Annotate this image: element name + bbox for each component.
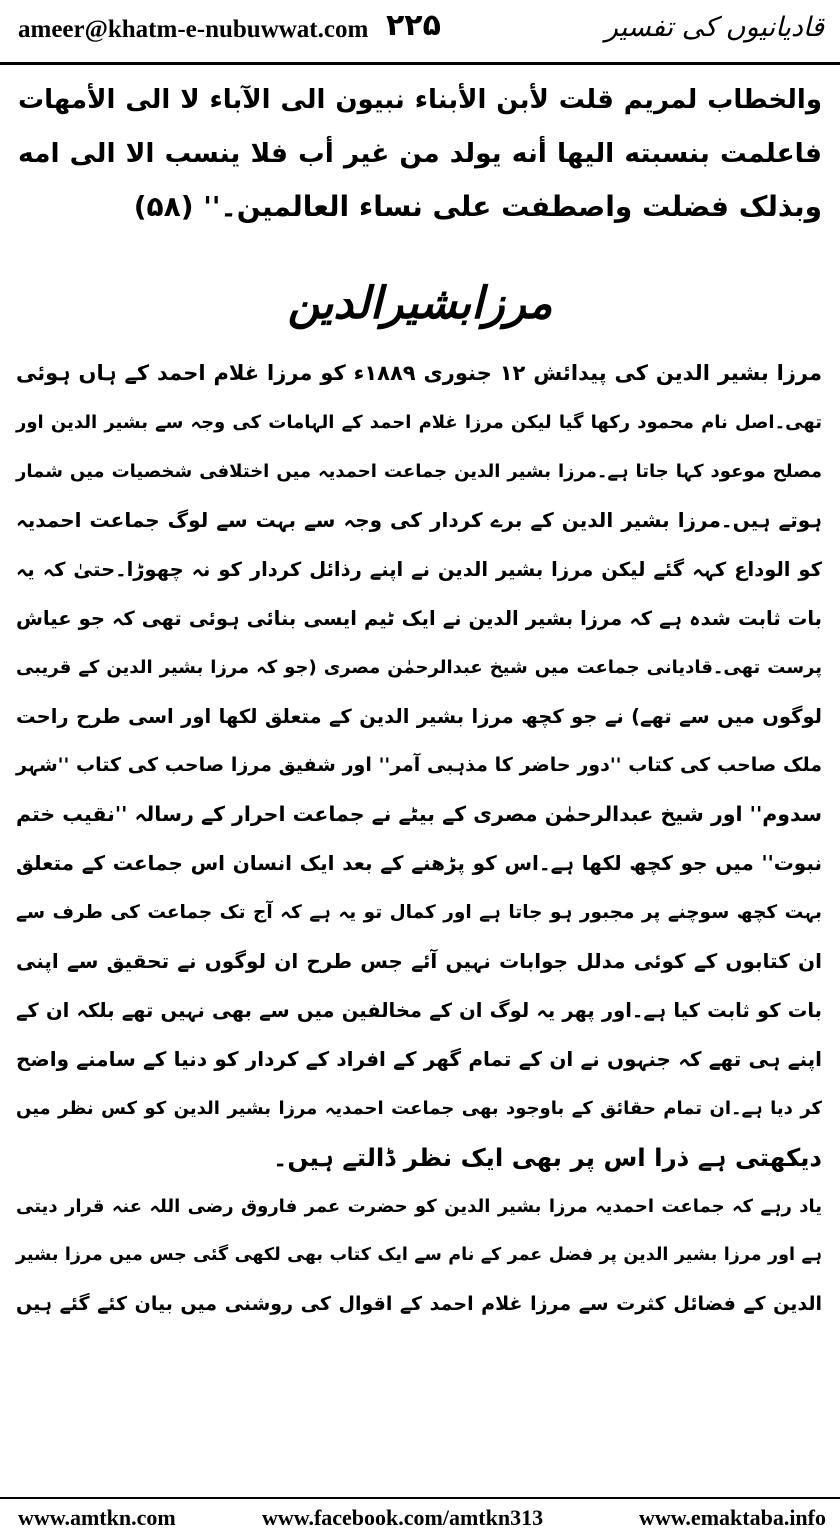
footer-link-facebook[interactable]: www.facebook.com/amtkn313 [262, 1505, 544, 1530]
body-line: ملک صاحب کی کتاب ''دور حاضر کا مذہبی آمر'' اور شفیق مرزا صاحب کی کتاب ''شہر [16, 754, 822, 776]
body-line: ہوتے ہیں۔مرزا بشیر الدین کے برے کردار کی وجہ سے بہت سے لوگ جماعت احمدیہ [16, 508, 822, 532]
body-line: اپنے ہی تھے کہ جنہوں نے ان کے تمام گھر کے افراد کے کردار کو دنیا کے سامنے واضح [16, 1047, 822, 1071]
body-text [16, 349, 822, 1329]
footer-link-emaktaba[interactable]: www.emaktaba.info [638, 1505, 826, 1530]
body-line: ان کتابوں کے کوئی مدلل جوابات نہیں آئے جس طرح ان لوگوں نے تحقیق سے اپنی [16, 949, 822, 973]
footer-link-amtkn[interactable]: www.amtkn.com [18, 1505, 176, 1530]
arabic-line: فاعلمت بنسبته الیها أنه یولد من غیر أب فلا ینسب الا الی امه [18, 138, 822, 169]
header-email: ameer@khatm-e-nubuwwat.com [18, 16, 369, 43]
page-footer [0, 1505, 840, 1535]
footer-rule [0, 1497, 840, 1499]
arabic-line: والخطاب لمریم قلت لأبن الأبناء نبیون الی الآباء لا الی الأمهات [18, 85, 822, 115]
arabic-line: وبذلک فضلت واصطفت علی نساء العالمین۔'' (۵۸) [133, 190, 822, 223]
body-line: کو الوداع کہہ گئے لیکن مرزا بشیر الدین نے اپنے رذائل کردار کو نہ چھوڑا۔حتیٰ کہ یہ [16, 558, 822, 581]
body-line: ہے اور مرزا بشیر الدین پر فضل عمر کے نام سے ایک کتاب بھی لکھی گئی جس میں مرزا بشیر [16, 1245, 822, 1265]
body-line: دیکھتی ہے ذرا اس پر بھی ایک نظر ڈالتے ہیں۔ [273, 1143, 822, 1172]
body-line: الدین کے فضائل کثرت سے مرزا غلام احمد کے اقوال کی روشنی میں بیان کئے گئے ہیں [16, 1293, 822, 1315]
body-line: نبوت'' میں جو کچھ لکھا ہے۔اس کو پڑھنے کے بعد ایک انسان اس جماعت کے متعلق [16, 851, 822, 875]
arabic-quote [18, 74, 822, 233]
body-line: مرزا بشیر الدین کی پیدائش ۱۲ جنوری ۱۸۸۹ء کو مرزا غلام احمد کے ہاں ہوئی [16, 361, 822, 385]
section-heading: مرزابشیرالدین [287, 278, 553, 329]
body-line: بہت کچھ سوچنے پر مجبور ہو جاتا ہے اور کمال تو یہ ہے کہ آج تک جماعت کی طرف سے [16, 902, 822, 923]
body-line: بات کو ثابت کیا ہے۔اور پھر یہ لوگ ان کے مخالفین میں سے بھی نہیں تھے بلکہ ان کے [16, 999, 822, 1022]
body-line: مصلح موعود کہا جاتا ہے۔مرزا بشیر الدین جماعت احمدیہ میں اختلافی شخصیات میں شمار [16, 461, 822, 482]
body-line: پرست تھی۔قادیانی جماعت میں شیخ عبدالرحمٰن مصری (جو کہ مرزا بشیر الدین کے قریبی [16, 657, 822, 678]
body-line: سدوم'' اور شیخ عبدالرحمٰن مصری کے بیٹے نے جماعت احرار کے رسالہ ''نقیب ختم [15, 802, 822, 826]
page-header [0, 0, 840, 64]
body-line: لوگوں میں سے تھے) نے جو کچھ مرزا بشیر الدین کے متعلق لکھا اور اسی طرح راحت [16, 705, 822, 728]
page-number: ۲۲۵ [386, 8, 441, 43]
body-line: یاد رہے کہ جماعت احمدیہ مرزا بشیر الدین کو حضرت عمر فاروق رضی اللہ عنہ قرار دیتی [16, 1196, 822, 1217]
header-rule [0, 62, 840, 65]
book-title: قادیانیوں کی تفسیر [604, 12, 824, 43]
body-line: کر دیا ہے۔ان تمام حقائق کے باوجود بھی جماعت احمدیہ مرزا بشیر الدین کو کس نظر میں [16, 1098, 822, 1119]
body-line: بات ثابت شدہ ہے کہ مرزا بشیر الدین نے ایک ٹیم ایسی بنائی ہوئی تھی کہ جو عیاش [16, 607, 822, 630]
body-line: تھی۔اصل نام محمود رکھا گیا لیکن مرزا غلام احمد کے الہامات کی وجہ سے بشیر الدین اور [16, 412, 822, 433]
